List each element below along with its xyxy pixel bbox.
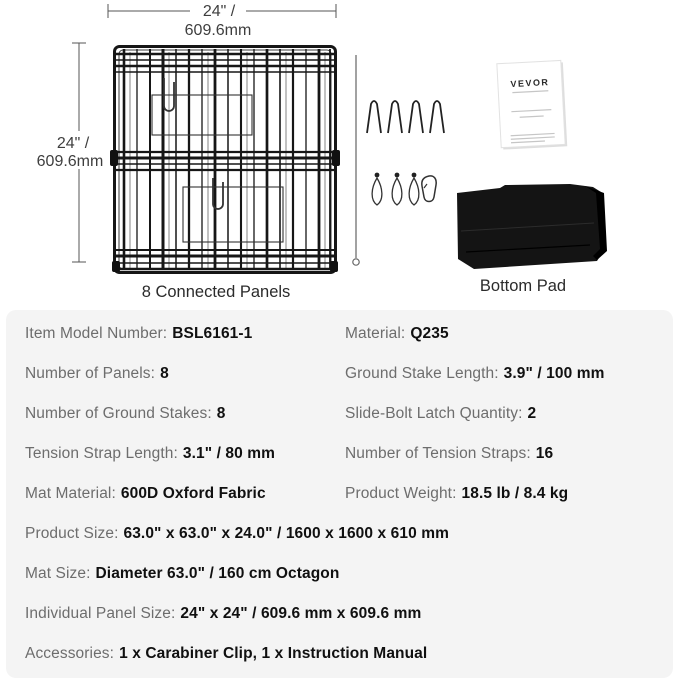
height-dimension-label-line1: 24" / — [56, 135, 90, 152]
spec-label: Item Model Number: — [25, 325, 168, 342]
instruction-manual — [497, 60, 567, 149]
bottom-pad-illustration — [457, 184, 607, 269]
spec-mat-material — [25, 485, 345, 503]
spec-accessories — [25, 645, 663, 663]
spec-tension-strap-length — [25, 445, 345, 463]
carabiner-clip-illustration — [422, 176, 436, 202]
spec-mat-size — [25, 565, 663, 583]
spec-label: Individual Panel Size: — [25, 605, 176, 622]
spec-value: 24" x 24" / 609.6 mm x 609.6 mm — [180, 605, 422, 622]
spec-row — [25, 354, 663, 394]
height-dimension-label-line2: 609.6mm — [36, 153, 104, 170]
ground-stakes — [367, 101, 444, 133]
spec-ground-stake-length — [345, 365, 663, 383]
tension-straps — [372, 173, 419, 205]
spec-value: 1 x Carabiner Clip, 1 x Instruction Manual — [119, 645, 428, 662]
spec-label: Accessories: — [25, 645, 115, 662]
spec-value: 8 — [216, 405, 226, 422]
spec-row — [25, 394, 663, 434]
spec-value: 3.9" / 100 mm — [503, 365, 605, 382]
spec-value: Q235 — [410, 325, 449, 342]
spec-value: 3.1" / 80 mm — [182, 445, 276, 462]
spec-number-of-panels — [25, 365, 345, 383]
spec-row — [25, 474, 663, 514]
spec-label: Material: — [345, 325, 406, 342]
manual-brand: VEVOR — [510, 77, 550, 90]
spec-value: 2 — [527, 405, 537, 422]
width-dimension-label-line2: 609.6mm — [184, 22, 252, 39]
spec-label: Product Weight: — [345, 485, 457, 502]
spec-label: Mat Material: — [25, 485, 116, 502]
specifications-panel — [6, 310, 673, 678]
illustration-canvas — [0, 0, 679, 310]
spec-slide-bolt-latch-quantity — [345, 405, 663, 423]
spec-label: Slide-Bolt Latch Quantity: — [345, 405, 523, 422]
spec-row — [25, 434, 663, 474]
spec-label: Number of Panels: — [25, 365, 156, 382]
panels-caption: 8 Connected Panels — [141, 283, 291, 301]
panel-stack-diagram — [110, 47, 340, 273]
spec-product-size — [25, 525, 663, 543]
product-components-illustration — [0, 0, 679, 310]
spec-label: Product Size: — [25, 525, 119, 542]
spec-row — [25, 634, 663, 674]
spec-value: Diameter 63.0" / 160 cm Octagon — [95, 565, 340, 582]
spec-label: Tension Strap Length: — [25, 445, 178, 462]
spec-value: 18.5 lb / 8.4 kg — [461, 485, 569, 502]
spec-number-of-tension-straps — [345, 445, 663, 463]
spec-row — [25, 514, 663, 554]
spec-number-of-ground-stakes — [25, 405, 345, 423]
spec-item-model-number — [25, 325, 345, 343]
width-dimension-label-line1: 24" / — [202, 3, 236, 20]
spec-product-weight — [345, 485, 663, 503]
spec-row — [25, 314, 663, 354]
spec-material — [345, 325, 663, 343]
ground-rod — [353, 55, 359, 265]
spec-value: 63.0" x 63.0" x 24.0" / 1600 x 1600 x 610 mm — [123, 525, 449, 542]
spec-label: Number of Ground Stakes: — [25, 405, 212, 422]
spec-value: BSL6161-1 — [172, 325, 253, 342]
spec-value: 16 — [535, 445, 554, 462]
pad-caption: Bottom Pad — [479, 277, 567, 295]
spec-label: Mat Size: — [25, 565, 91, 582]
spec-label: Ground Stake Length: — [345, 365, 499, 382]
spec-value: 600D Oxford Fabric — [120, 485, 266, 502]
spec-individual-panel-size — [25, 605, 663, 623]
spec-value: 8 — [160, 365, 169, 382]
spec-label: Number of Tension Straps: — [345, 445, 531, 462]
spec-row — [25, 554, 663, 594]
spec-row — [25, 594, 663, 634]
